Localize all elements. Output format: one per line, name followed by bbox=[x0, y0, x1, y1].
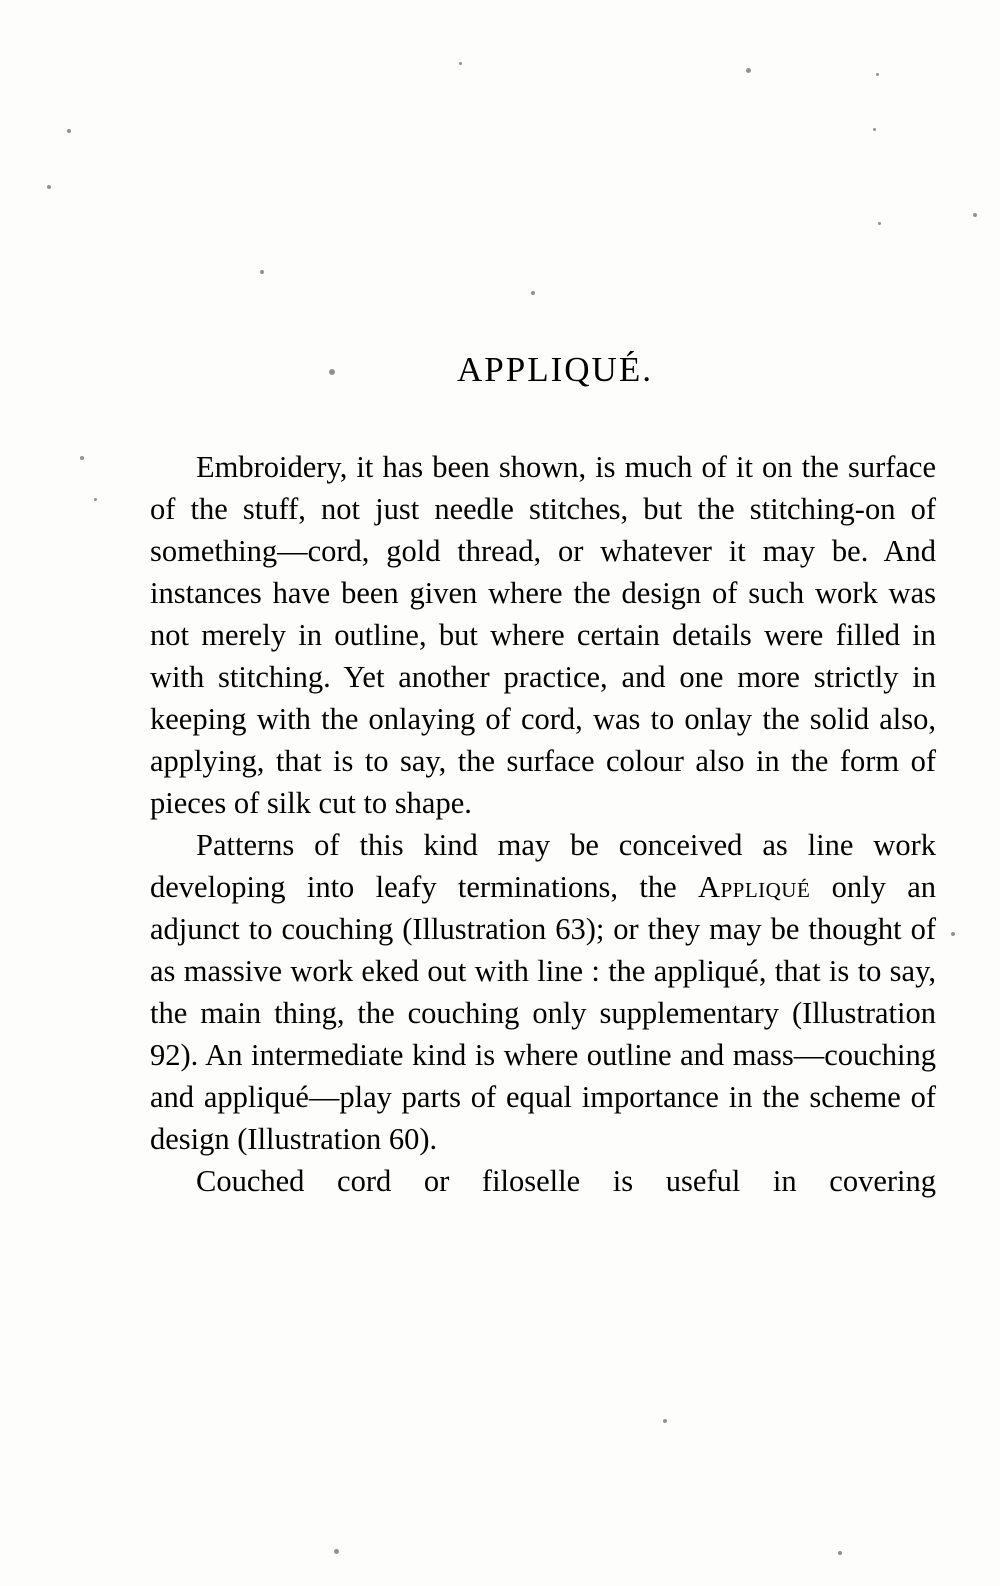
scan-speck bbox=[746, 68, 751, 73]
smallcaps-applique-term: Appliqué bbox=[697, 870, 811, 904]
scan-speck bbox=[973, 213, 977, 217]
scan-speck bbox=[67, 129, 71, 133]
scan-speck bbox=[838, 1551, 842, 1555]
paragraph-embroidery: Embroidery, it has been shown, is much of it on the surface of the stuff, not just needle stitches, but the stitching-on of something—cord, gold thread, or whatever it may be. And instances have been given where the design of such work was not merely in outline, but where certain details were filled in with stitching. Yet another practice, and one more strictly in keeping with the onlaying of cord, was to onlay the solid also, applying, that is to say, the surface colour also in the form of pieces of silk cut to shape. bbox=[150, 450, 936, 820]
scan-speck bbox=[459, 62, 462, 65]
scan-speck bbox=[47, 185, 51, 189]
scan-speck bbox=[94, 498, 97, 501]
scan-speck bbox=[876, 73, 879, 76]
paragraph-couched: Couched cord or filoselle is useful in covering bbox=[196, 1164, 936, 1198]
scan-speck bbox=[334, 1549, 339, 1554]
paragraph-patterns-text-before: Patterns of this kind may be conceived as line work developing into leafy terminations, the bbox=[150, 828, 936, 904]
scan-speck bbox=[260, 270, 264, 274]
scan-speck bbox=[878, 222, 881, 225]
paragraph-patterns-text-after: only an adjunct to couching (Illustration 63); or they may be thought of as massive work eked out with line : the appliqué, that is to say, the main thing, the couching only supplementary (Illustration 92). An intermediate kind is where outline and mass—couching and appliqué—play parts of equal importance in the scheme of design (Illustration 60). bbox=[150, 870, 936, 1156]
scan-speck bbox=[80, 456, 84, 460]
scan-speck bbox=[531, 291, 535, 295]
scan-speck bbox=[873, 128, 876, 131]
page-title: APPLIQUÉ. bbox=[457, 350, 653, 389]
scan-speck bbox=[951, 932, 955, 936]
page-body bbox=[150, 350, 936, 1244]
paragraph-patterns bbox=[150, 824, 936, 1160]
scan-speck bbox=[663, 1419, 667, 1423]
